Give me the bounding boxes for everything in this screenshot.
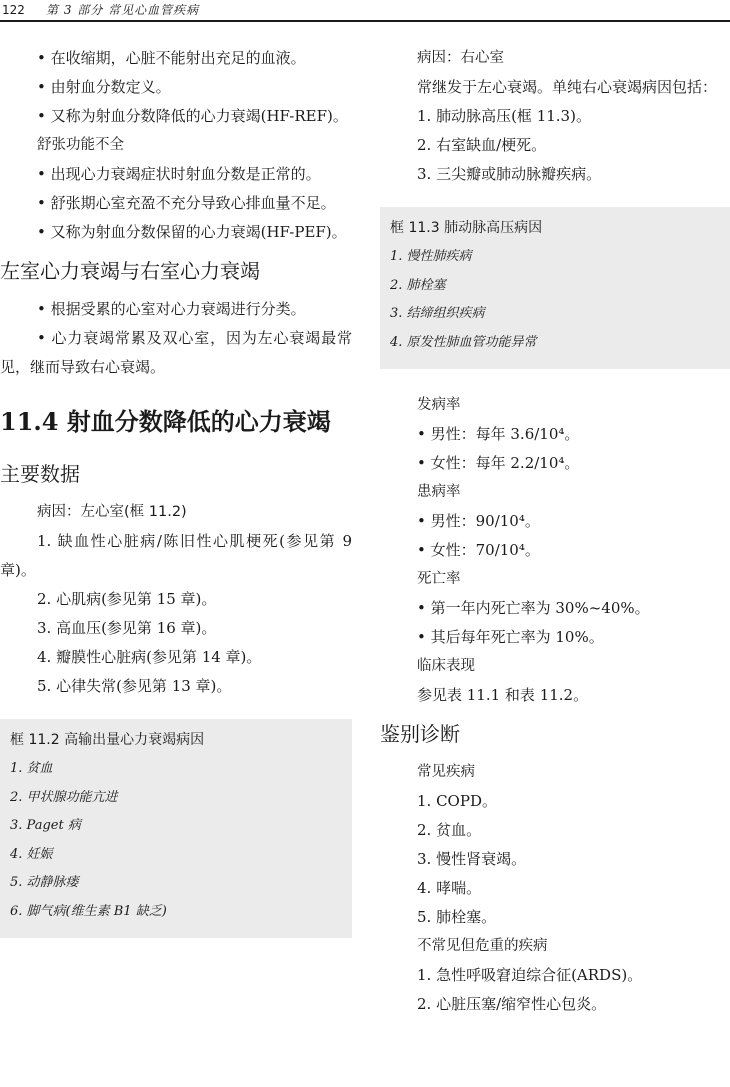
bullet-item: • 又称为射血分数保留的心力衰竭(HF-PEF)。 [37, 223, 347, 241]
bullet-item: • 由射血分数定义。 [37, 78, 171, 96]
bullet-item: • 第一年内死亡率为 30%~40%。 [417, 599, 650, 617]
box-title: 框 11.2 高输出量心力衰竭病因 [10, 732, 205, 748]
bullet-item: • 根据受累的心室对心力衰竭进行分类。 [37, 300, 306, 318]
subheading-prevalence: 患病率 [417, 484, 461, 500]
list-item: 4. 瓣膜性心脏病(参见第 14 章)。 [37, 648, 262, 666]
subheading-etiology-right: 病因：右心室 [417, 50, 504, 66]
list-item: 3. 高血压(参见第 16 章)。 [37, 619, 217, 637]
box-item: 4. 原发性肺血管功能异常 [390, 334, 537, 350]
list-item: 1. COPD。 [417, 792, 497, 810]
bullet-item: • 男性：90/10⁴。 [417, 512, 540, 530]
list-item: 3. 慢性肾衰竭。 [417, 850, 527, 868]
heading-left-right-failure: 左室心力衰竭与右室心力衰竭 [0, 259, 260, 283]
section-title: 11.4 射血分数降低的心力衰竭 [0, 407, 331, 436]
page-number: 122 [2, 3, 25, 17]
box-item: 6. 脚气病(维生素 B1 缺乏) [10, 903, 167, 919]
subheading-uncommon: 不常见但危重的疾病 [417, 938, 548, 954]
bullet-item: • 男性：每年 3.6/10⁴。 [417, 425, 580, 443]
box-item: 3. Paget 病 [10, 818, 81, 833]
subheading-common: 常见疾病 [417, 764, 475, 780]
list-item: 1. 缺血性心脏病/陈旧性心肌梗死(参见第 9 章)。 [0, 532, 352, 579]
bullet-item: • 舒张期心室充盈不充分导致心排血量不足。 [37, 194, 336, 212]
box-item: 1. 贫血 [10, 761, 53, 776]
box-item: 2. 甲状腺功能亢进 [10, 789, 118, 805]
heading-differential: 鉴别诊断 [380, 722, 460, 746]
bullet-item: • 出现心力衰竭症状时射血分数是正常的。 [37, 165, 321, 183]
list-item: 1. 肺动脉高压(框 11.3)。 [417, 107, 591, 125]
list-item: 1. 急性呼吸窘迫综合征(ARDS)。 [417, 966, 643, 984]
box-item: 5. 动静脉瘘 [10, 875, 79, 890]
left-column [0, 44, 352, 938]
paragraph: 常继发于左心衰竭。单纯右心衰竭病因包括： [417, 78, 718, 96]
page-header [0, 0, 730, 22]
heading-main-data: 主要数据 [0, 462, 80, 486]
list-item: 2. 右室缺血/梗死。 [417, 136, 547, 154]
bullet-item: • 又称为射血分数降低的心力衰竭(HF-REF)。 [37, 107, 348, 125]
bullet-item: • 其后每年死亡率为 10%。 [417, 628, 604, 646]
list-item: 5. 心律失常(参见第 13 章)。 [37, 677, 232, 695]
box-11-3 [380, 207, 730, 369]
subheading-diastolic: 舒张功能不全 [37, 137, 124, 153]
box-title: 框 11.3 肺动脉高压病因 [390, 220, 543, 236]
right-column [380, 44, 730, 1019]
subheading-clinical: 临床表现 [417, 658, 475, 674]
list-item: 3. 三尖瓣或肺动脉瓣疾病。 [417, 165, 602, 183]
subheading-incidence: 发病率 [417, 397, 461, 413]
list-item: 5. 肺栓塞。 [417, 908, 497, 926]
box-item: 3. 结缔组织疾病 [390, 306, 485, 321]
list-item: 2. 贫血。 [417, 821, 482, 839]
box-item: 2. 肺栓塞 [390, 277, 446, 293]
bullet-item: • 在收缩期，心脏不能射出充足的血液。 [37, 49, 306, 67]
subheading-etiology-left: 病因：左心室(框 11.2) [37, 504, 187, 520]
bullet-item: • 女性：每年 2.2/10⁴。 [417, 454, 580, 472]
list-item: 2. 心脏压塞/缩窄性心包炎。 [417, 995, 607, 1013]
bullet-item: • 心力衰竭常累及双心室，因为左心衰竭最常见，继而导致右心衰竭。 [0, 329, 352, 376]
box-item: 1. 慢性肺疾病 [390, 249, 472, 264]
paragraph: 参见表 11.1 和表 11.2。 [417, 686, 589, 704]
box-11-2 [0, 719, 352, 938]
list-item: 4. 哮喘。 [417, 879, 482, 897]
bullet-item: • 女性：70/10⁴。 [417, 541, 540, 559]
list-item: 2. 心肌病(参见第 15 章)。 [37, 590, 217, 608]
running-title: 第 3 部分 常见心血管疾病 [46, 3, 200, 17]
subheading-mortality: 死亡率 [417, 571, 461, 587]
box-item: 4. 妊娠 [10, 846, 53, 862]
